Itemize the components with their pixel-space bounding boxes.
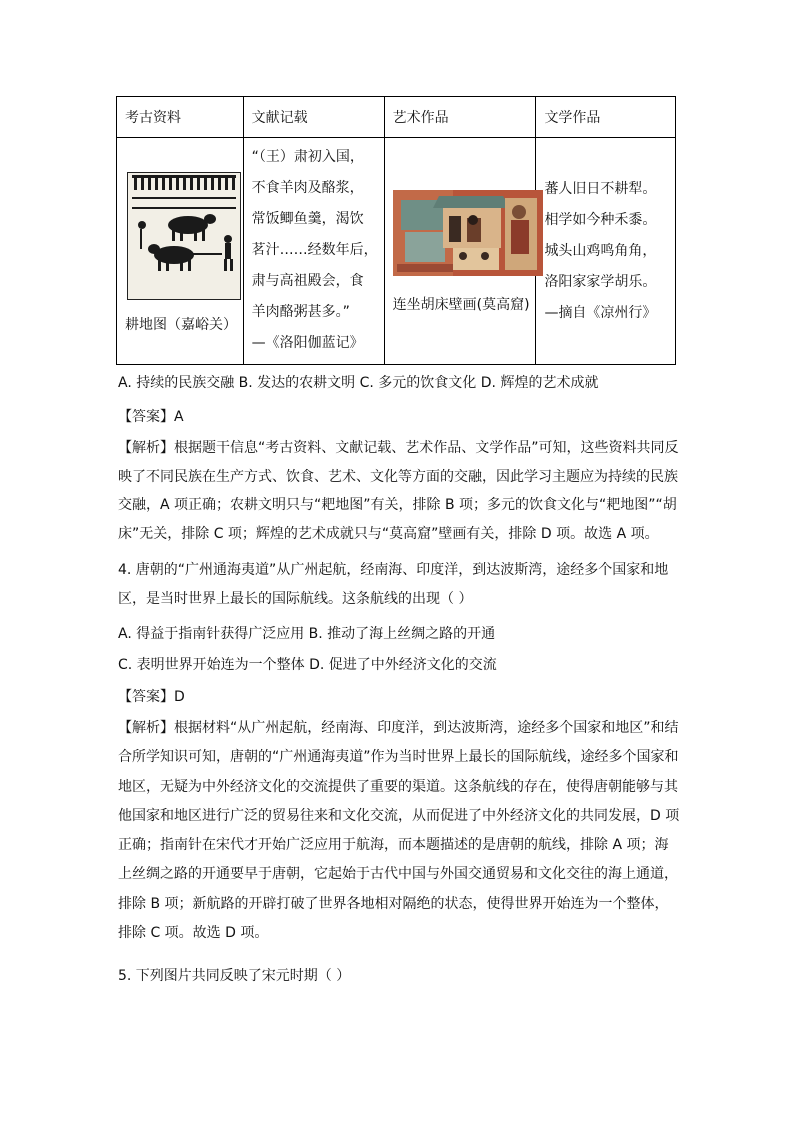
q4-option-cd — [118, 651, 678, 679]
literature-record-text — [244, 138, 384, 359]
table-content-row — [117, 138, 676, 365]
q4-analysis-line: 合所学知识可知，唐朝的“广州通海夷道”作为当时世界上最长的国际航线，途经多个国家和 — [118, 749, 679, 766]
q4-analysis-line: 【解析】根据材料“从广州起航，经南海、印度洋，到达波斯湾，途经多个国家和地区”和结 — [118, 720, 679, 736]
q4-option-ab — [118, 620, 678, 648]
poem-line: 相学如今种禾黍。 — [544, 212, 657, 228]
header-literature-record: 文献记载 — [243, 97, 384, 138]
poem-line: —摘自《凉州行》 — [544, 305, 657, 321]
literary-work-cell — [536, 138, 676, 365]
poem-line: 蕃人旧日不耕犁。 — [544, 181, 657, 197]
q4-analysis-line: 排除 B 项；新航路的开辟打破了世界各地相对隔绝的状态，使得世界开始连为一个整体， — [118, 895, 669, 912]
literature-line: —《洛阳伽蓝记》 — [251, 335, 364, 351]
q3-analysis-line: 床”无关，排除 C 项；辉煌的艺术成就只与“莫高窟”壁画有关，排除 D 项。故选 A 项。 — [118, 526, 659, 543]
mural-image — [393, 190, 543, 276]
q3-analysis-line: 映了不同民族在生产方式、饮食、艺术、文化等方面的交融，因此学习主题应为持续的民族 — [118, 468, 678, 485]
q4-analysis — [118, 714, 678, 948]
q4-option-cd-text: C. 表明世界开始连为一个整体 D. 促进了中外经济文化的交流 — [118, 657, 497, 673]
poem-text — [536, 138, 675, 329]
q3-analysis-line: 【解析】根据题干信息“考古资料、文献记载、艺术作品、文学作品”可知，这些资料共同反 — [118, 440, 679, 456]
q3-answer-text: 【答案】A — [118, 409, 184, 425]
literature-record-cell — [243, 138, 384, 365]
literature-line: 常饭鲫鱼羹，渴饮 — [251, 211, 364, 227]
art-cell — [384, 138, 536, 365]
table-header-row — [117, 97, 676, 138]
archaeology-cell — [117, 138, 244, 365]
q4-analysis-line: 正确；指南针在宋代才开始广泛应用于航海，而本题描述的是唐朝的航线，排除 A 项；海 — [118, 837, 669, 854]
q3-analysis — [118, 434, 678, 549]
header-art: 艺术作品 — [384, 97, 536, 138]
literature-line: 不食羊肉及酪浆， — [251, 180, 364, 196]
q4-option-ab-text: A. 得益于指南针获得广泛应用 B. 推动了海上丝绸之路的开通 — [118, 626, 496, 642]
q3-analysis-line: 交融，A 项正确；农耕文明只与“耙地图”有关，排除 B 项；多元的饮食文化与“耙地图”“胡 — [118, 497, 677, 514]
source-table — [116, 96, 676, 365]
literature-line: “（王）肃初入国， — [251, 149, 364, 165]
q4-analysis-line: 他国家和地区进行广泛的贸易往来和文化交流，从而促进了中外经济文化的共同发展，D 项 — [118, 807, 680, 824]
plowing-picture-image — [127, 172, 241, 300]
q4-analysis-line: 排除 C 项。故选 D 项。 — [118, 925, 269, 942]
q4-stem-line: 区，是当时世界上最长的国际航线。这条航线的出现（ ） — [118, 591, 473, 607]
archaeology-caption: 耕地图（嘉峪关） — [125, 317, 237, 333]
q5-stem-text: 5. 下列图片共同反映了宋元时期（ ） — [118, 968, 351, 984]
q3-options-text: A. 持续的民族交融 B. 发达的农耕文明 C. 多元的饮食文化 D. 辉煌的艺术成就 — [118, 375, 599, 391]
q5-stem — [118, 962, 678, 990]
q3-options — [118, 369, 678, 397]
q3-answer — [118, 403, 678, 431]
header-literary-work: 文学作品 — [536, 97, 676, 138]
poem-line: 城头山鸡鸣角角， — [544, 243, 657, 259]
q4-analysis-line: 地区，无疑为中外经济文化的交流提供了重要的渠道。这条航线的存在，使得唐朝能够与其 — [118, 778, 678, 795]
q4-stem-line: 4. 唐朝的“广州通海夷道”从广州起航，经南海、印度洋，到达波斯湾，途经多个国家和地 — [118, 562, 669, 578]
poem-line: 洛阳家家学胡乐。 — [544, 274, 657, 290]
literature-line: 羊肉酪粥甚多。” — [251, 304, 350, 320]
literature-line: 肃与高祖殿会，食 — [251, 273, 364, 289]
q4-stem — [118, 556, 678, 614]
literature-line: 茗汁……经数年后， — [251, 242, 378, 258]
header-archaeology: 考古资料 — [117, 97, 244, 138]
art-caption: 连坐胡床壁画(莫高窟) — [392, 297, 530, 313]
q4-answer-text: 【答案】D — [118, 689, 185, 705]
q4-analysis-line: 上丝绸之路的开通要早于唐朝，它起始于古代中国与外国交通贸易和文化交往的海上通道， — [118, 866, 678, 883]
q4-answer — [118, 683, 678, 711]
